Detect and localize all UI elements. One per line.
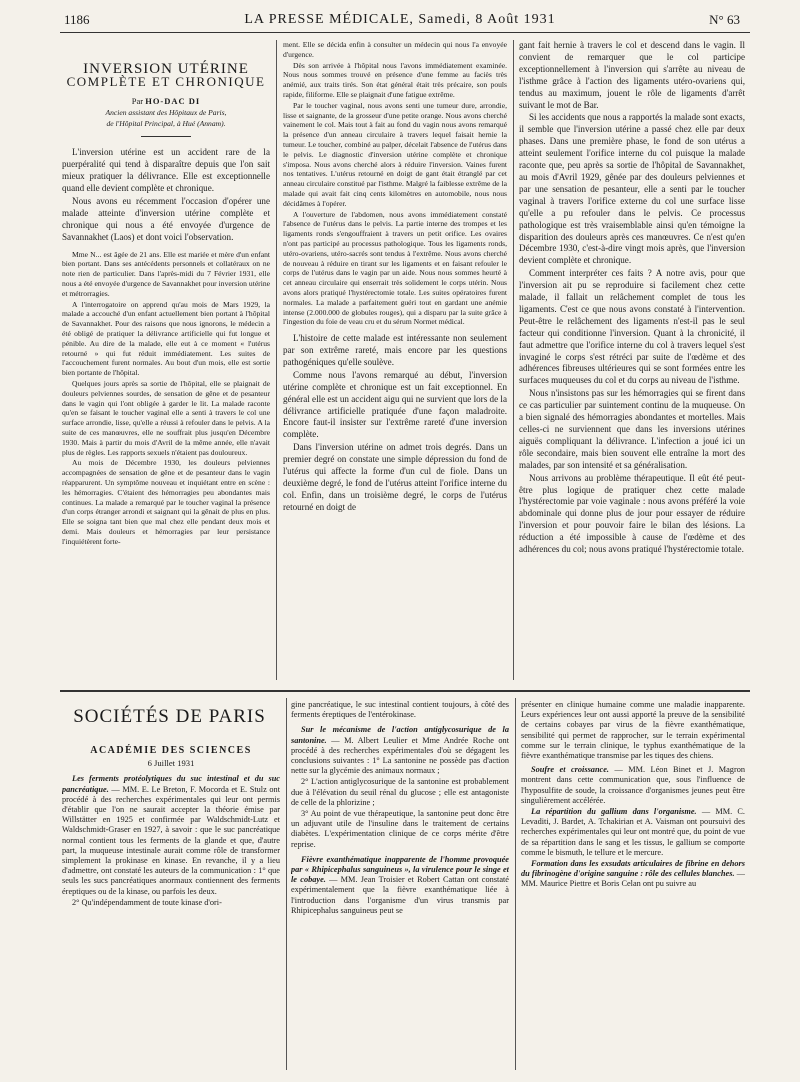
paragraph: A l'ouverture de l'abdomen, nous avons immédiatement constaté l'absence de l'utérus dans le pelvis. La partie interne des trompes et les ligaments ronds s'engouffraient à travers un petit orifice. Les ovaires n'ont pas participé au processus pathologique. Tous les ligaments ronds, utéro-ovariens, utéro-sacrés sont tendus à l'extrême. Nous avons cherché de nouveau à réduire en tirant sur les ligaments et en faisant refouler le corps de l'utérus dans le vagin par un aide. Nous nous sommes heurté à cet anneau circulaire qui enserrait très solidement le corps utérin. Nous avons alors pratiqué l'hystérectomie totale. Les suites opératoires furent normales. La malade a parfaitement guéri tout en gardant une anémie intense (2.000.000 de globules rouges), qui a disparu par la suite grâce à l'ingestion du foie de veau cru et du sérum Normet médical. [283, 209, 507, 327]
paragraph: Par le toucher vaginal, nous avons senti une tumeur dure, arrondie, lisse et saignante, de la grosseur d'une petite orange. Nous avons cherché vainement le col. Mais tout à fait au fond du vagin nous avons remarqué la présence d'un anneau circulaire à travers lequel faisait hernie la tumeur. Le toucher, combiné au palper, décelait l'absence de l'utérus dans le pelvis. Le diagnostic d'inversion utérine complète et chronique s'imposa. Nous avons cherché alors à réduire l'inversion. Vaines furent nos tentatives. L'utérus retourné en doigt de gant était étranglé par cet anneau circulaire constitué par l'isthme. Malgré la faiblesse extrême de la malade qui avait fait cinq cents kilomètres en automobile, nous nous décidâmes à l'opérer. [283, 100, 507, 208]
article-title: INVERSION UTÉRINE [83, 61, 249, 77]
communication-text: 2° L'action antiglycosurique de la santonine est probablement due à l'élévation du seuil rénal du glucose ; elle est antagoniste de celle de la phlorizine ; [291, 777, 509, 807]
communication-text: — MM. C. Levaditi, J. Bardet, A. Tchakirian et A. Vaisman ont poursuivi des recherches expérimentales qui leur ont montré que, du point de vue de sa répartition dans le sang et les tissus, le gallium se comporte comme le bismuth, le tellure et le mercure. [521, 807, 745, 857]
communication [291, 855, 509, 916]
column-divider [513, 40, 514, 680]
communication-text: — MM. Maurice Piettre et Boris Celan ont pu suivre au [521, 869, 745, 889]
societes-column-1 [62, 740, 280, 1070]
paragraph: A l'interrogatoire on apprend qu'au mois de Mars 1929, la malade a accouché d'un enfant actuellement bien portant à l'hôpital de Savannakhet. Pour des raisons que nous ignorons, le médecin a été obligé de pratiquer la délivrance artificielle qui fut longue et pénible. Au dire de la malade, elle eut à ce moment « l'utérus retourné » qui fut réduit immédiatement. Les suites de l'accouchement furent normales. Au bout d'un mois, elle est sortie bien portante de l'hôpital. [62, 299, 270, 378]
communication-title: Les ferments protéolytiques du suc intestinal et du suc pancréatique. [62, 774, 280, 794]
paragraph: gant fait hernie à travers le col et descend dans le vagin. Il convient de remarquer que le col participe exceptionnellement à l'inversion qui s'arrête au niveau de l'isthme grâce à l'action des ligaments utéro-ovariens qui, tendus au maximum, jouent le rôle de ligaments d'arrêt suivant le mot de Bar. [519, 40, 745, 110]
paragraph: Si les accidents que nous a rapportés la malade sont exacts, il semble que l'inversion utérine a passé chez elle par deux phases. Dans une première phase, le fond de son utérus a atteint seulement l'orifice interne du col puisque la malade raconte que, peu après sa sortie de l'hôpital de Savannakhet, au mois d'Avril 1929, gênée par des douleurs pelviennes et par une sensation de pesanteur, elle a senti par le toucher vaginal à travers l'orifice externe du col une surface lisse qu'elle a pu refouler dans le pelvis. Ce processus pathologique est très vraisemblable ainsi qu'en témoigne la disparition des douleurs après ces manœuvres. Ce n'est qu'en Décembre 1930, c'est-à-dire vingt mois après, que l'inversion devient complète et chronique. [519, 112, 745, 266]
paragraph: Nous n'insistons pas sur les hémorragies qui se firent dans ce cas particulier par suintement continu de la muqueuse. On a bien signalé des hémorragies abondantes et mortelles. Mais celles-ci ne surviennent que dans les inversions utérines aiguës compliquant la délivrance. L'infection a joué ici un rôle secondaire, mais bien souvent elle entraîne la mort des malades, par son intensité et sa généralisation. [519, 388, 745, 470]
communication [521, 807, 745, 858]
communication [62, 774, 280, 896]
article-column-2 [283, 40, 507, 680]
title-separator [141, 136, 191, 137]
byline-prefix: Par [131, 95, 144, 106]
paragraph: Quelques jours après sa sortie de l'hôpital, elle se plaignait de douleurs pelviennes sourdes, de sensation de gêne et de pesanteur dans le vagin qui l'ont obligée à garder le lit. La malade raconte qu'en se faisant le toucher vaginal elle a senti à travers le col une surface arrondie, lisse, qu'elle a réussi à refouler dans le pelvis. A la suite de ces manœuvres, elle ne souffrait plus jusqu'en Décembre 1930. Mais à partir du mois d'Avril de la même année, elle n'avait plus de règles. Les rapports sexuels n'étaient pas douloureux. [62, 379, 270, 457]
paragraph: L'inversion utérine est un accident rare de la puerpéralité qui tend à disparaître depuis que l'on sait mieux pratiquer la délivrance. Elle est exceptionnelle quand elle devient complète et chronique. [62, 147, 270, 194]
communication-text: 3° Au point de vue thérapeutique, la santonine peut donc être un adjuvant utile de l'insuline dans le traitement de certains diabètes. L'expérimentation clinique de ce corps mérite d'être reprise. [291, 809, 509, 849]
paragraph: L'histoire de cette malade est intéressante non seulement par son extrême rareté, mais encore par les questions pathogéniques qu'elle soulève. [283, 333, 507, 367]
column-divider [286, 698, 287, 1070]
column-divider [515, 698, 516, 1070]
header-rule [60, 32, 750, 33]
author-affiliation-1: Ancien assistant des Hôpitaux de Paris, [105, 108, 227, 118]
paragraph: Nous avons eu récemment l'occasion d'opérer une malade atteinte d'inversion utérine complète et chronique qui nous a été envoyée d'urgence de Savannakhet (Laos) et dont voici l'observation. [62, 196, 270, 242]
communication [521, 859, 745, 890]
communication [521, 765, 745, 806]
author-name: HO-DAC DI [145, 95, 201, 106]
paragraph: Au mois de Décembre 1930, les douleurs pelviennes accompagnées de sensation de gêne et de pesanteur dans le vagin réapparurent. Un symptôme nouveau et inquiétant entre en scène : les hémorragies. C'étaient des hémorragies peu abondantes mais continues. La malade a remarqué par le toucher vaginal la présence d'un corps étranger arrondi et saignant qui la gênait de plus en plus. Elle se soigna tant bien que mal chez elle pendant deux mois et demi. Mais douleurs et hémorragies par leur persistance l'inquiétèrent forte- [62, 458, 270, 546]
page-number: 1186 [64, 12, 90, 27]
societes-column-3 [521, 700, 745, 1070]
paragraph: Dès son arrivée à l'hôpital nous l'avons immédiatement examinée. Nous nous sommes trouvé en présence d'une femme au faciès très anémié, aux traits tirés. Son état général était très précaire, son pouls rapide, filiforme. Elle se plaignait d'une fatigue extrême. [283, 60, 507, 99]
communication-title: La répartition du gallium dans l'organisme. [531, 807, 697, 817]
communication-title: Formation dans les exsudats articulaires de fibrine en dehors du fibrinogène d'origine sanguine : rôle des cellules blanches. [521, 859, 745, 879]
issue-number: N° 63 [709, 12, 740, 27]
communication-text: — M. Albert Leulier et Mme Andrée Roche ont procédé à des recherches expérimentales d'où se dégagent les conclusions suivantes : 1° La santonine ne possède pas d'action nette sur la glycémie des animaux normaux ; [291, 735, 509, 776]
article-subtitle: COMPLÈTE ET CHRONIQUE [66, 73, 266, 89]
article-column-1 [62, 40, 270, 680]
byline [62, 96, 270, 107]
communication-text: — MM. E. Le Breton, F. Mocorda et E. Stulz ont procédé à des recherches expérimentales qui leur ont permis d'établir que l'on ne saurait accepter la théorie émise par Willstätter en 1925 et confirmée par Waldschmidt-Lutz et Waldschmidt-Graser en 1927, à savoir : que le suc pancréatique normal contient tous les ferments de la glande et que, d'autre part, la muqueuse intestinale aurait comme rôle de transformer simplement la prokinase en kinase. En revanche, il y a lieu d'admettre, ont constaté les auteurs de la communication : 1° que seuls les sucs pancréatiques anormaux contiennent des ferments éreptiques ou de la kinase, ou parfois les deux. [62, 784, 280, 896]
communication-text: 2° Qu'indépendamment de toute kinase d'ori- [72, 897, 222, 907]
paragraph: Mme N... est âgée de 21 ans. Elle est mariée et mère d'un enfant bien portant. Dans ses antécédents personnels et collatéraux on ne note rien de particulier. Dans l'après-midi du 7 Février 1931, elle nous a été envoyée d'urgence de Savannakhet pour inversion utérine et métrorragies. [62, 249, 270, 298]
communication-text: — MM. Léon Binet et J. Magron montrent dans cette communication que, sous l'influence de l'hyposulfite de soude, la croissance d'organismes jeunes peut être singulièrement accélérée. [521, 765, 745, 805]
academy-name: ACADÉMIE DES SCIENCES [90, 745, 252, 756]
column-divider [276, 40, 277, 680]
paragraph: ment. Elle se décida enfin à consulter un médecin qui nous l'a envoyée d'urgence. [283, 40, 507, 59]
paragraph: Comme nous l'avons remarqué au début, l'inversion utérine complète et chronique est un fait exceptionnel. En général elle est un accident aigu qui ne survient que lors de la délivrance artificielle pratiquée d'une façon maladroite. Encore faut-il insister sur l'extrême rareté d'une inversion complète. [283, 369, 507, 440]
article-column-3 [519, 40, 745, 680]
communication-title: Fièvre exanthématique inapparente de l'homme provoquée par « Rhipicephalus sanguineus », la virulence pour le singe et le cobaye. [291, 854, 509, 885]
communication-title: Soufre et croissance. [531, 765, 610, 775]
author-affiliation-2: de l'Hôpital Principal, à Hué (Annam). [106, 119, 226, 129]
section-title: SOCIÉTÉS DE PARIS [73, 706, 266, 727]
paragraph: Comment interpréter ces faits ? A notre avis, pour que l'inversion ait pu se reproduire si facilement chez cette malade, il fallait un relâchement complet de tous les ligaments. C'est ce que nous avons constaté à l'intervention. Peut-être le relâchement des ligaments n'est-il pas le seul facteur qui conditionne l'inversion. Quant à la chronicité, il faut admettre que l'orifice interne du col à travers lequel s'est invaginé le corps s'est rétréci par suite de l'œdème et des adhérences fibreuses ultérieures qui se sont formées entre les surfaces muqueuses du col et du corps au niveau de l'isthme. [519, 268, 745, 386]
section-rule [60, 690, 750, 692]
running-title: LA PRESSE MÉDICALE, Samedi, 8 Août 1931 [244, 12, 556, 27]
communication-text: gine pancréatique, le suc intestinal contient toujours, à côté des ferments éreptiques de l'entérokinase. [291, 700, 509, 720]
communication-title: Sur le mécanisme de l'action antiglycosurique de la santonine. [291, 725, 509, 745]
communication [291, 725, 509, 776]
societes-column-2 [291, 700, 509, 1070]
paragraph: Dans l'inversion utérine on admet trois degrés. Dans un premier degré on constate une simple dépression du fond de l'utérus qui affecte la forme d'un cul de fiole. Dans un deuxième degré, le fond de l'utérus atteint l'orifice interne du col. Enfin, dans un troisième degré, le corps de l'utérus retourné en doigt de [283, 442, 507, 512]
communication-text: — MM. Jean Troisier et Robert Cattan ont constaté expérimentalement que la fièvre exanthématique liée à l'introduction dans l'organisme d'un virus transmis par Rhipicephalus sanguineus peut se [291, 875, 509, 915]
session-date: 6 Juillet 1931 [147, 758, 195, 769]
communication-text: présenter en clinique humaine comme une maladie inapparente. Leurs expériences leur ont aussi apporté la preuve de la sensibilité de certains cobayes par virus de la fièvre exanthématique, sensibilité qui permet de rapprocher, sur le terrain expérimental comme sur le terrain clinique, le typhus exanthématique de la fièvre exanthématique transmise par les tiques des chiens. [521, 700, 745, 761]
paragraph: Nous arrivons au problème thérapeutique. Il eût été peut-être plus logique de pratiquer chez cette malade l'hystérectomie par voie vaginale : nous avons préféré la voie abdominale qui donne plus de jour pour essayer de réduire l'inversion et pour pouvoir faire le bilan des lésions. La réduction a été impossible à cause de l'œdème et des adhérences du col; nous avons pratiqué l'hystérectomie totale. [519, 472, 745, 555]
